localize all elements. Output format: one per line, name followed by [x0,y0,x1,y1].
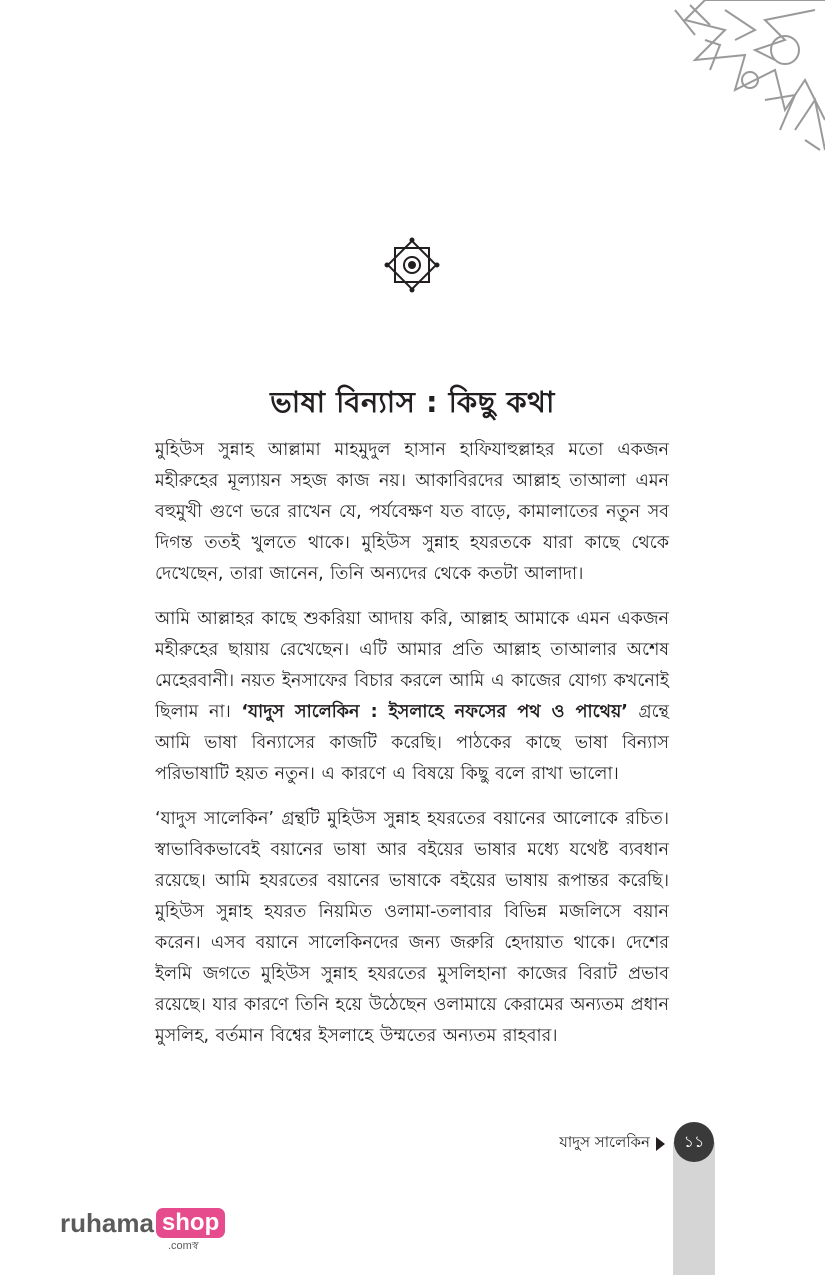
text-run: আমি আল্লাহর কাছে শুকরিয়া আদায় করি, আল্লাহ আমাকে এমন একজন মহীরুহের ছায়ায় রেখেছেন। এটি আমার প্রতি আল্লাহ তাআলার অশেষ মেহেরবানী। নয়ত ইনসাফের বিচার করলে আমি এ কাজের যোগ্য কখনোই ছিলাম না। [155,609,669,722]
logo-sub-text: .comস্ব [168,1240,199,1252]
text-run: ‘যাদুস সালেকিন’ গ্রন্থটি মুহিউস সুন্নাহ হযরতের বয়ানের আলোকে রচিত। স্বাভাবিকভাবেই বয়ানের ভাষা আর বইয়ের ভাষার মধ্যে যথেষ্ট ব্যবধান রয়েছে। আমি হযরতের বয়ানের ভাষাকে বইয়ের ভাষায় রূপান্তর করেছি। মুহিউস সুন্নাহ হযরত নিয়মিত ওলামা-তলাবার বিভিন্ন মজলিসে বয়ান করেন। এসব বয়ানে সালেকিনদের জন্য জরুরি হেদায়াত থাকে। দেশের ইলমি জগতে মুহিউস সুন্নাহ হযরতের মুসলিহানা কাজের বিরাট প্রভাব রয়েছে। যার কারণে তিনি হয়ে উঠেছেন ওলামায়ে কেরামের অন্যতম প্রধান মুসলিহ, বর্তমান বিশ্বের ইসলাহে উম্মতের অন্যতম রাহবার। [155,809,669,1046]
running-footer [559,1131,665,1156]
flower-ornament-icon [383,236,441,294]
bold-text-run: ‘যাদুস সালেকিন : ইসলাহে নফসের পথ ও পাথেয়’ [241,702,628,722]
paragraph-2 [155,604,669,790]
text-run: গ্রন্থে আমি ভাষা বিন্যাসের কাজটি করেছি। পাঠকের কাছে ভাষা বিন্যাস পরিভাষাটি হয়ত নতুন। এ কারণে এ বিষয়ে কিছু বলে রাখা ভালো। [155,702,669,784]
page-number: ১১ [674,1122,714,1162]
logo-badge: shop [156,1208,225,1238]
publisher-logo [60,1208,225,1252]
text-run: মুহিউস সুন্নাহ আল্লামা মাহমুদুল হাসান হাফিযাহুল্লাহর মতো একজন মহীরুহের মূল্যায়ন সহজ কাজ নয়। আকাবিরদের আল্লাহ তাআলা এমন বহুমুখী গুণে ভরে রাখেন যে, পর্যবেক্ষণ যত বাড়ে, কামালাতের নতুন সব দিগন্ত ততই খুলতে থাকে। মুহিউস সুন্নাহ হযরতকে যারা কাছে থেকে দেখেছেন, তারা জানেন, তিনি অন্যদের থেকে কতটা আলাদা। [155,440,669,584]
paragraph-1 [155,435,669,590]
paragraph-3 [155,804,669,1052]
chapter-title: ভাষা বিন্যাস : কিছু কথা [270,385,555,419]
corner-decorative-ornament [665,0,825,160]
book-title: যাদুস সালেকিন [559,1133,650,1151]
logo-main-text: ruhama [60,1208,154,1238]
body-text [155,435,669,1066]
triangle-right-icon [656,1137,665,1151]
